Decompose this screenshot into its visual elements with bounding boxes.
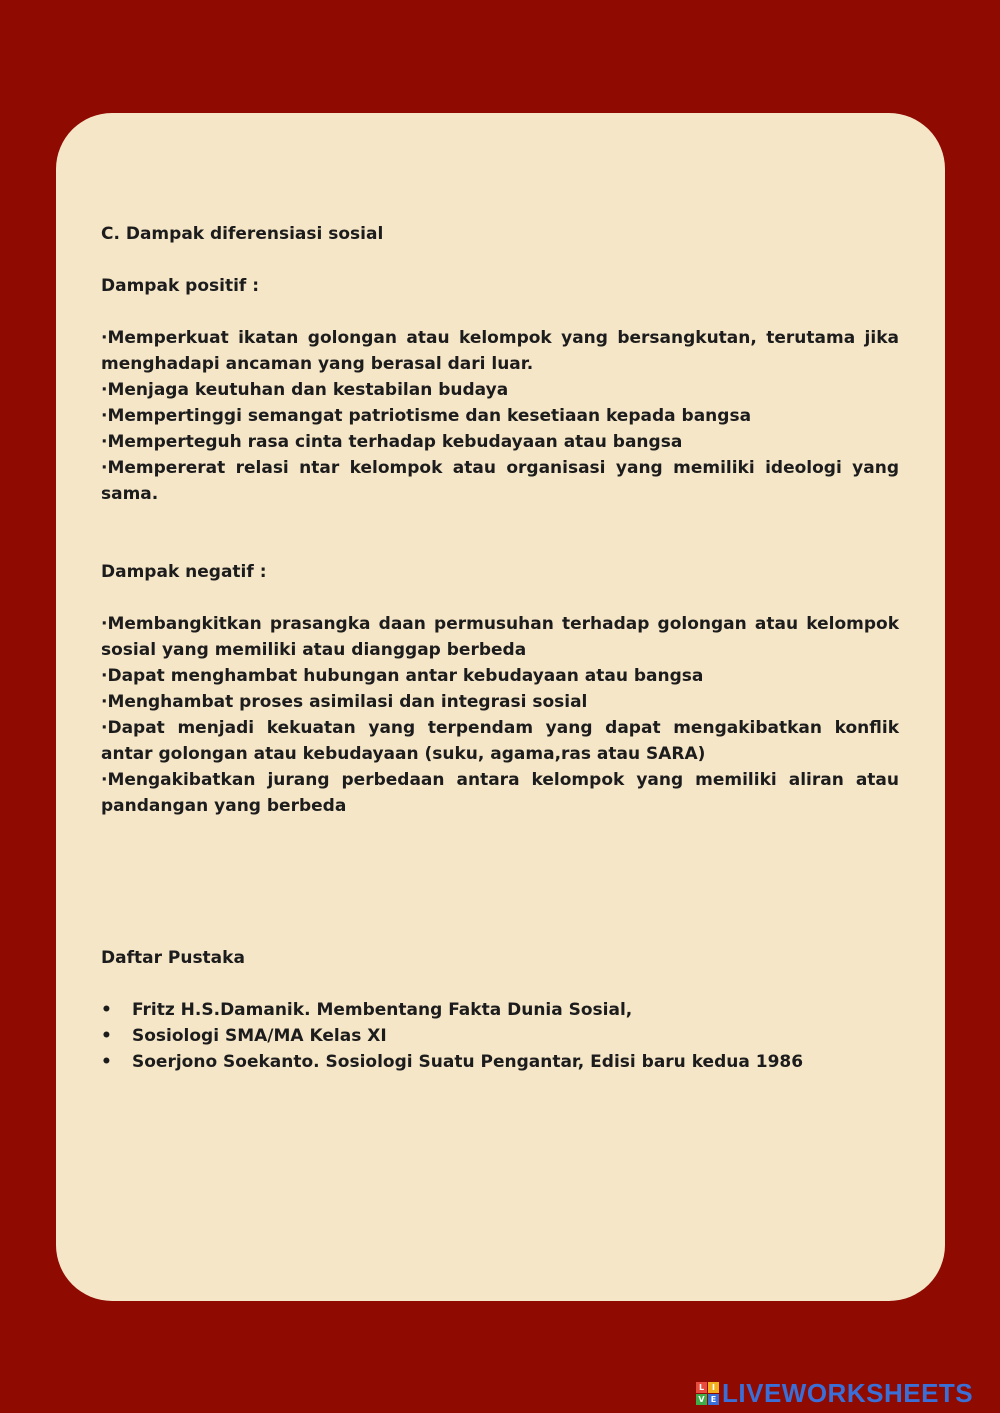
positive-heading: Dampak positif :: [101, 276, 260, 296]
negative-item: ·Dapat menghambat hubungan antar kebudayaan atau bangsa: [101, 666, 704, 686]
positive-item: ·Mempererat relasi ntar kelompok atau organisasi yang memiliki ideologi yang sama.: [101, 458, 899, 504]
logo-mark-letter: V: [696, 1394, 707, 1405]
reference-item: • Fritz H.S.Damanik. Membentang Fakta Dunia Sosial,: [101, 997, 899, 1023]
logo-mark-letter: E: [708, 1394, 719, 1405]
references-heading: Daftar Pustaka: [101, 948, 245, 968]
negative-item: ·Dapat menjadi kekuatan yang terpendam yang dapat mengakibatkan konflik antar golongan atau kebudayaan (suku, agama,ras atau SARA): [101, 718, 899, 764]
logo-mark-icon: [696, 1382, 719, 1405]
negative-item: ·Mengakibatkan jurang perbedaan antara kelompok yang memiliki aliran atau pandangan yang berbeda: [101, 770, 899, 816]
negative-list: [101, 611, 899, 819]
negative-item: ·Menghambat proses asimilasi dan integrasi sosial: [101, 692, 588, 712]
positive-item: ·Memperkuat ikatan golongan atau kelompok yang bersangkutan, terutama jika menghadapi ancaman yang berasal dari luar.: [101, 328, 899, 374]
section-title: C. Dampak diferensiasi sosial: [101, 224, 384, 244]
logo-mark-letter: I: [708, 1382, 719, 1393]
logo-text: LIVEWORKSHEETS: [722, 1378, 974, 1408]
references-list: [101, 997, 899, 1075]
negative-item: ·Membangkitkan prasangka daan permusuhan terhadap golongan atau kelompok sosial yang memiliki atau dianggap berbeda: [101, 614, 899, 660]
negative-heading: Dampak negatif :: [101, 562, 267, 582]
reference-item: • Sosiologi SMA/MA Kelas XI: [101, 1023, 899, 1049]
positive-list: [101, 325, 899, 507]
document-content: [101, 221, 899, 1075]
logo-mark-letter: L: [696, 1382, 707, 1393]
liveworksheets-logo: [696, 1378, 973, 1408]
reference-item: • Soerjono Soekanto. Sosiologi Suatu Pengantar, Edisi baru kedua 1986: [101, 1049, 899, 1075]
positive-item: ·Memperteguh rasa cinta terhadap kebudayaan atau bangsa: [101, 432, 683, 452]
positive-item: ·Menjaga keutuhan dan kestabilan budaya: [101, 380, 509, 400]
positive-item: ·Mempertinggi semangat patriotisme dan kesetiaan kepada bangsa: [101, 406, 752, 426]
